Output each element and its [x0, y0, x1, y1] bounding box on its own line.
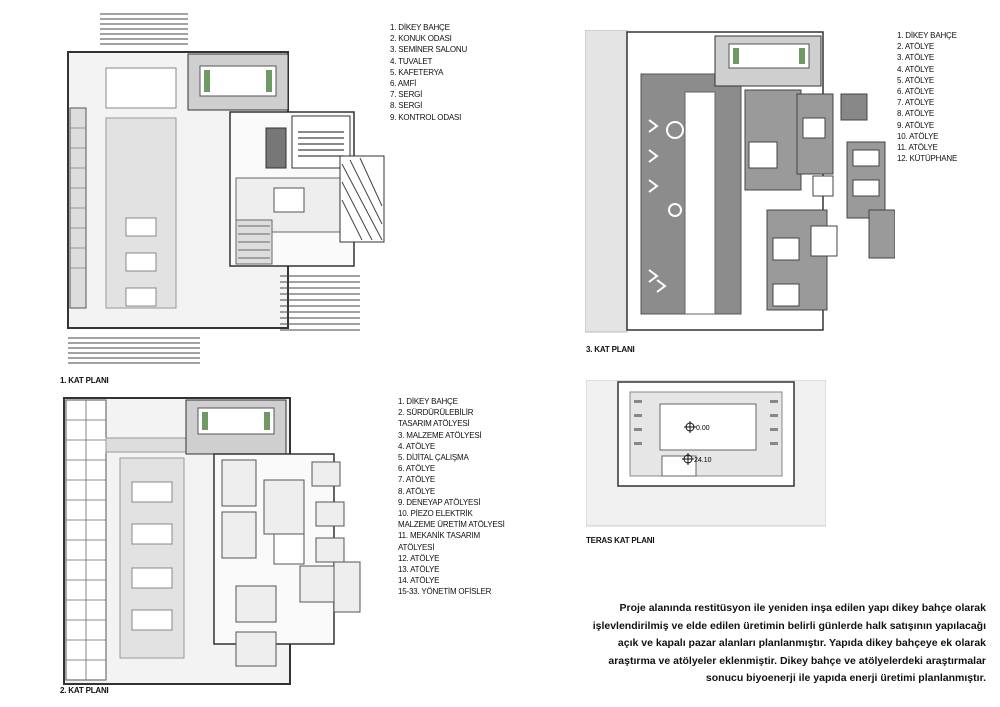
project-description	[546, 600, 986, 688]
legend-item: 9. DENEYAP ATÖLYESİ	[398, 497, 481, 507]
legend-item: 15-33. YÖNETİM OFİSLER	[398, 587, 492, 597]
legend-item: 12. KÜTÜPHANE	[897, 154, 958, 164]
legend-item: 8. SERGİ	[390, 101, 423, 111]
description-line: açık ve kapalı pazar alanları planlanmıştır. Yapıda dikey bahçeye ek olarak	[617, 637, 986, 649]
legend-item: 2. ATÖLYE	[897, 42, 935, 52]
terrace-level-label: 24.10	[694, 457, 712, 464]
description-line: sonucu biyoenerji ile yapıda enerji üretimi planlanmıştır.	[705, 672, 986, 684]
terrace-plan	[586, 380, 826, 530]
floor2-plan	[60, 396, 370, 690]
floor3-legend	[897, 30, 957, 164]
floor1-drawing	[60, 8, 390, 370]
legend-item: 10. PİEZO ELEKTRİK	[398, 509, 473, 519]
legend-item: 6. ATÖLYE	[897, 87, 935, 97]
legend-item: 11. MEKANİK TASARIM	[398, 531, 481, 541]
floor1-caption: 1. KAT PLANI	[60, 376, 109, 385]
floor2-legend	[398, 396, 505, 598]
legend-item: 4. TUVALET	[390, 56, 433, 66]
legend-item: 4. ATÖLYE	[897, 64, 935, 74]
legend-item: 7. SERGİ	[390, 90, 423, 100]
legend-item: 12. ATÖLYE	[398, 553, 440, 563]
legend-item: 8. ATÖLYE	[897, 109, 935, 119]
legend-item: 7. ATÖLYE	[398, 475, 436, 485]
floor3-caption: 3. KAT PLANI	[586, 345, 635, 354]
legend-item: 3. SEMİNER SALONU	[390, 45, 468, 55]
legend-item: 10. ATÖLYE	[897, 131, 939, 141]
legend-item: 2. SÜRDÜRÜLEBİLİR	[398, 408, 474, 418]
legend-item: MALZEME ÜRETİM ATÖLYESİ	[398, 520, 505, 530]
legend-item: 1. DİKEY BAHÇE	[398, 397, 458, 406]
legend-item: 11. ATÖLYE	[897, 143, 938, 153]
floor1-legend	[390, 22, 467, 123]
legend-item: 2. KONUK ODASI	[390, 34, 452, 44]
legend-item: 9. KONTROL ODASI	[390, 112, 462, 122]
description-line: araştırma ve atölyeler eklenmiştir. Dikey bahçe ve atölyelerdeki araştırmalar	[608, 654, 986, 667]
legend-item: 1. DİKEY BAHÇE	[897, 31, 957, 40]
terrace-caption: TERAS KAT PLANI	[586, 536, 655, 545]
legend-item: 8. ATÖLYE	[398, 486, 436, 496]
legend-item: ATÖLYESİ	[398, 542, 435, 552]
legend-item: 7. ATÖLYE	[897, 98, 935, 108]
terrace-level-label: 0.00	[696, 425, 710, 432]
floor2-drawing	[60, 396, 370, 690]
legend-item: 4. ATÖLYE	[398, 441, 436, 451]
legend-item: 9. ATÖLYE	[897, 120, 935, 130]
legend-item: 5. DİJİTAL ÇALIŞMA	[398, 453, 469, 463]
legend-item: 13. ATÖLYE	[398, 565, 440, 575]
floor2-caption: 2. KAT PLANI	[60, 686, 109, 695]
legend-item: 6. ATÖLYE	[398, 464, 436, 474]
legend-item: TASARIM ATÖLYESİ	[398, 419, 470, 429]
floor3-plan	[585, 30, 895, 336]
terrace-drawing	[586, 380, 826, 530]
floor3-drawing	[585, 30, 895, 336]
legend-item: 6. AMFİ	[390, 79, 417, 89]
legend-item: 3. MALZEME ATÖLYESİ	[398, 430, 482, 440]
legend-item: 5. KAFETERYA	[390, 67, 444, 77]
legend-item: 1. DİKEY BAHÇE	[390, 23, 450, 32]
legend-item: 14. ATÖLYE	[398, 576, 440, 586]
legend-item: 3. ATÖLYE	[897, 53, 935, 63]
description-line: işlevlendirilmiş ve elde edilen üretimin belirli günlerde halk satışının yapılacağı	[592, 619, 986, 632]
description-line: Proje alanında restitüsyon ile yeniden inşa edilen yapı dikey bahçe olarak	[619, 602, 986, 614]
floor1-plan	[60, 8, 390, 370]
legend-item: 5. ATÖLYE	[897, 75, 935, 85]
